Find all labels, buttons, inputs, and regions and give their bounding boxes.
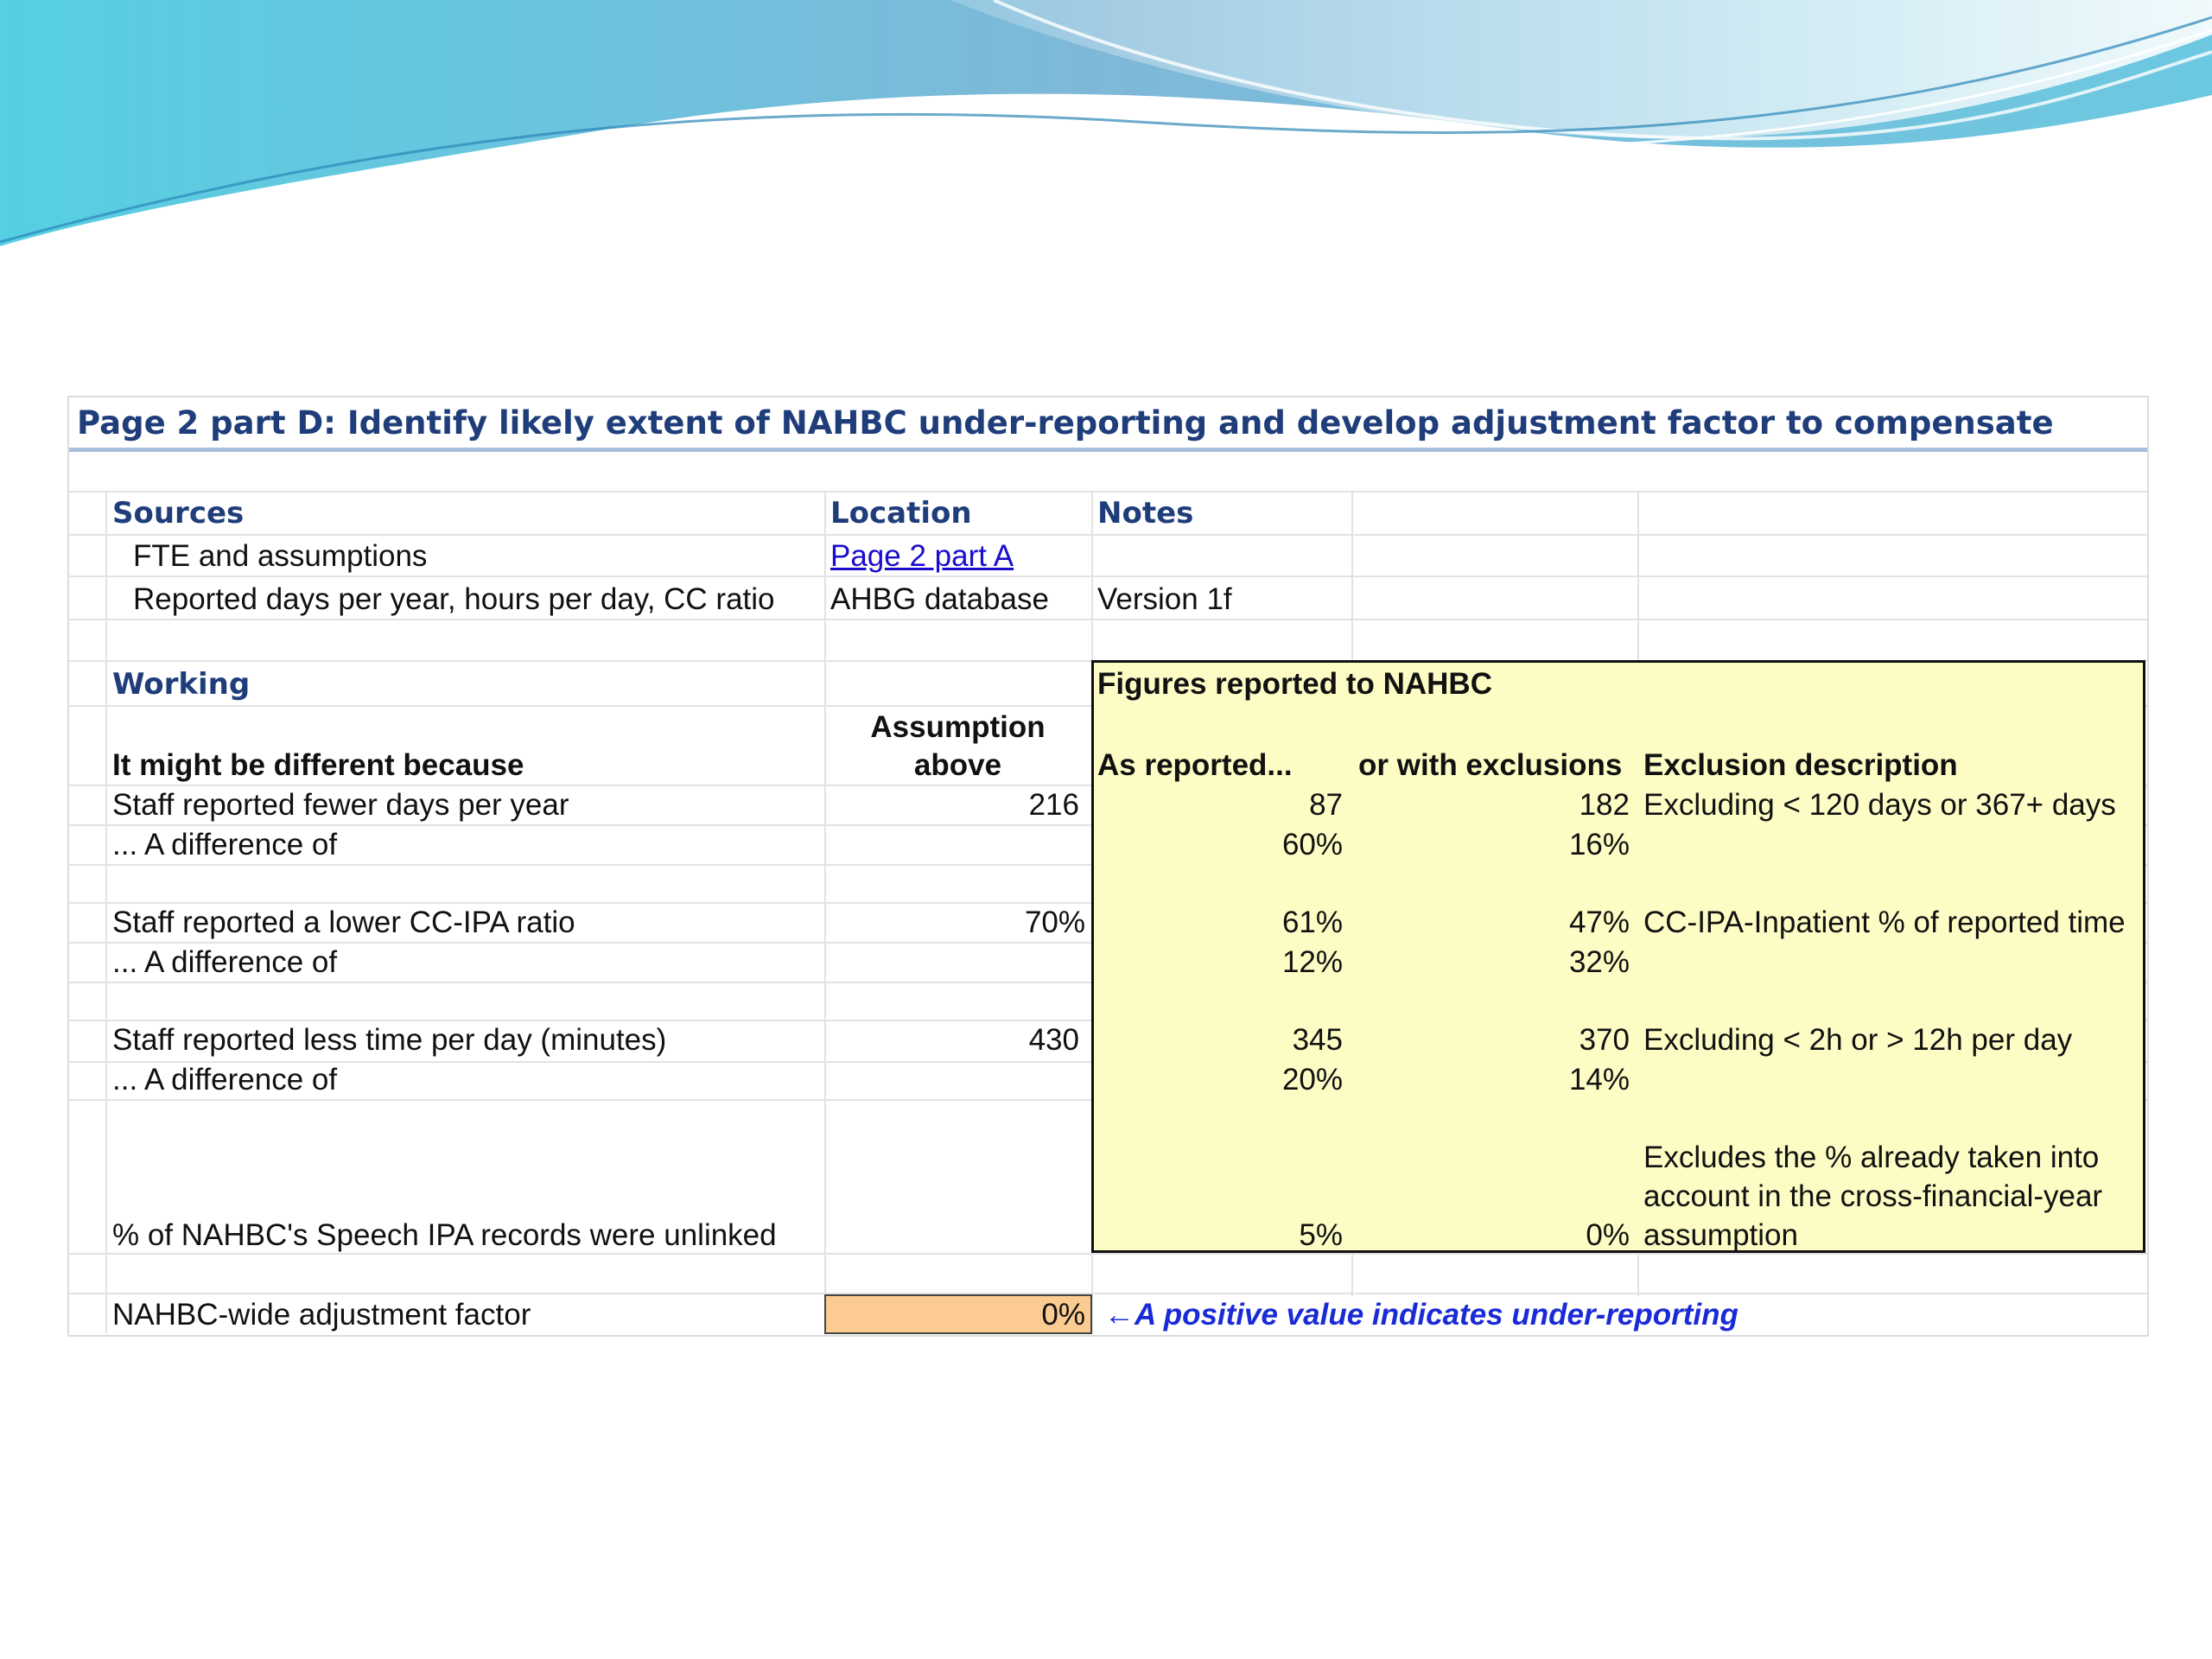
assumption-header-line1: Assumption bbox=[870, 710, 1046, 744]
grid-line bbox=[69, 1293, 2147, 1294]
grid-line bbox=[69, 491, 2147, 493]
grid-line bbox=[69, 575, 2147, 577]
notes-heading: Notes bbox=[1097, 496, 1194, 531]
spreadsheet-region bbox=[67, 396, 2149, 1337]
page-title: Page 2 part D: Identify likely extent of NAHBC under-reporting and develop adjustment factor to compensate bbox=[77, 404, 2054, 442]
source-location: AHBG database bbox=[830, 582, 1049, 616]
under-reporting-note: ←A positive value indicates under-reporting bbox=[1104, 1298, 1738, 1332]
exclusion-description: CC-IPA-Inpatient % of reported time bbox=[1643, 906, 2126, 939]
reported-value: 345 bbox=[1292, 1023, 1343, 1057]
unlinked-description-line3: assumption bbox=[1643, 1218, 1798, 1252]
exclusions-value: 370 bbox=[1579, 1023, 1630, 1057]
exclusion-description: Excluding < 120 days or 367+ days bbox=[1643, 788, 2116, 822]
adjustment-factor-label: NAHBC-wide adjustment factor bbox=[112, 1298, 531, 1332]
reported-value: 5% bbox=[1299, 1218, 1343, 1252]
working-row-label: ... A difference of bbox=[112, 828, 338, 861]
grid-line bbox=[1351, 491, 1353, 664]
exclusions-value: 14% bbox=[1568, 1063, 1630, 1096]
assumption-value: 70% bbox=[1024, 906, 1085, 939]
figures-reported-heading: Figures reported to NAHBC bbox=[1097, 667, 1492, 701]
working-row-label: ... A difference of bbox=[112, 1063, 338, 1096]
reason-column-header: It might be different because bbox=[112, 748, 524, 782]
exclusions-column-header: or with exclusions bbox=[1358, 748, 1623, 782]
exclusions-value: 47% bbox=[1568, 906, 1630, 939]
exclusion-description: Excluding < 2h or > 12h per day bbox=[1643, 1023, 2073, 1057]
unlinked-description-line1: Excludes the % already taken into bbox=[1643, 1141, 2100, 1174]
reported-value: 20% bbox=[1281, 1063, 1343, 1096]
decorative-wave-banner bbox=[0, 0, 2212, 259]
adjustment-factor-value[interactable]: 0% bbox=[1041, 1298, 1085, 1332]
location-heading: Location bbox=[830, 496, 972, 531]
exclusions-value: 0% bbox=[1586, 1218, 1630, 1252]
source-label: Reported days per year, hours per day, CC ratio bbox=[133, 582, 775, 616]
sources-heading: Sources bbox=[112, 496, 245, 531]
working-heading: Working bbox=[112, 667, 251, 702]
grid-line bbox=[1637, 491, 1639, 664]
source-label: FTE and assumptions bbox=[133, 539, 428, 573]
working-row-label: ... A difference of bbox=[112, 945, 338, 979]
reported-value: 61% bbox=[1281, 906, 1343, 939]
source-notes: Version 1f bbox=[1097, 582, 1232, 616]
working-row-label: Staff reported less time per day (minutes) bbox=[112, 1023, 667, 1057]
grid-line bbox=[69, 1253, 2147, 1255]
grid-line bbox=[69, 619, 2147, 620]
exclusion-description-header: Exclusion description bbox=[1643, 748, 1958, 782]
exclusions-value: 16% bbox=[1568, 828, 1630, 861]
title-underline bbox=[69, 448, 2147, 452]
grid-line bbox=[1351, 1253, 1353, 1296]
exclusions-value: 32% bbox=[1568, 945, 1630, 979]
exclusions-value: 182 bbox=[1579, 788, 1630, 822]
unlinked-description-line2: account in the cross-financial-year bbox=[1643, 1179, 2103, 1213]
working-row-label: Staff reported a lower CC-IPA ratio bbox=[112, 906, 575, 939]
grid-line bbox=[69, 534, 2147, 536]
assumption-value: 216 bbox=[1028, 788, 1079, 822]
assumption-value: 430 bbox=[1028, 1023, 1079, 1057]
unlinked-row-label: % of NAHBC's Speech IPA records were unlinked bbox=[112, 1218, 777, 1252]
reported-value: 87 bbox=[1309, 788, 1343, 822]
grid-line bbox=[105, 491, 107, 1333]
as-reported-column-header: As reported... bbox=[1097, 748, 1293, 782]
page-2-part-a-link[interactable]: Page 2 part A bbox=[830, 539, 1014, 573]
working-row-label: Staff reported fewer days per year bbox=[112, 788, 569, 822]
reported-value: 60% bbox=[1281, 828, 1343, 861]
grid-line bbox=[1637, 1253, 1639, 1296]
assumption-header-line2: above bbox=[913, 748, 1002, 782]
reported-value: 12% bbox=[1281, 945, 1343, 979]
